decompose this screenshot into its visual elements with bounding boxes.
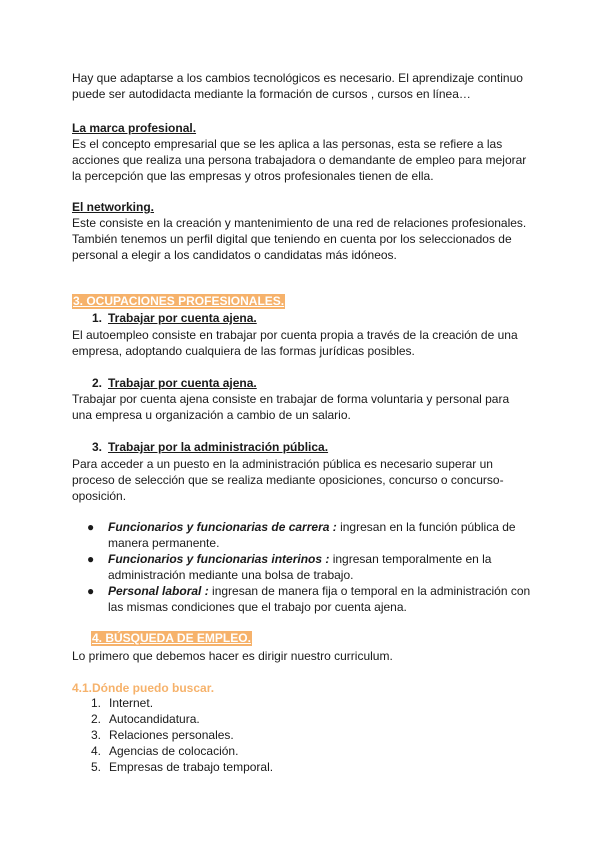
- networking-heading: El networking.: [72, 200, 155, 214]
- bullet-icon: ●: [87, 584, 95, 598]
- list-item: 2. Autocandidatura.: [90, 712, 200, 726]
- list-item: ● Funcionarios y funcionarias de carrera : ingresan en la función pública de manera permanente.: [87, 520, 516, 550]
- bullet-icon: ●: [87, 520, 95, 534]
- section3-item-1-paragraph: El autoempleo consiste en trabajar por cuenta propia a través de la creación de una empresa, adoptando cualquiera de las formas jurídicas posibles.: [72, 328, 518, 358]
- networking-paragraph: Este consiste en la creación y mantenimiento de una red de relaciones profesionales. También tenemos un perfil digital que teniendo en cuenta por los seleccionados de personal a elegir a los candidatos o candidatas más idóneos.: [72, 216, 527, 262]
- section4-1-heading: 4.1.Dónde puedo buscar.: [72, 681, 215, 695]
- section3-item-1-heading: 1. Trabajar por cuenta ajena.: [92, 311, 257, 325]
- employee-types-list: [72, 519, 532, 615]
- marca-heading: La marca profesional.: [72, 121, 197, 135]
- section3-heading: 3. OCUPACIONES PROFESIONALES.: [73, 294, 285, 308]
- section4-paragraph: Lo primero que debemos hacer es dirigir nuestro curriculum.: [72, 649, 393, 663]
- list-item: ● Personal laboral : ingresan de manera fija o temporal en la administración con las mismas condiciones que el trabajo por cuenta ajena.: [87, 584, 531, 614]
- list-item: 5. Empresas de trabajo temporal.: [90, 760, 274, 774]
- section3-item-2-heading: 2. Trabajar por cuenta ajena.: [92, 376, 257, 390]
- bullet-icon: ●: [87, 552, 95, 566]
- section3-item-3-paragraph: Para acceder a un puesto en la administración pública es necesario superar un proceso de selección que se realiza mediante oposiciones, concurso o concurso-oposición.: [72, 457, 504, 503]
- list-item: 4. Agencias de colocación.: [90, 744, 239, 758]
- section3-item-3-heading: 3. Trabajar por la administración pública.: [92, 440, 329, 454]
- intro-paragraph: Hay que adaptarse a los cambios tecnológicos es necesario. El aprendizaje continuo puede ser autodidacta mediante la formación de cursos , cursos en línea…: [72, 71, 523, 101]
- marca-paragraph: Es el concepto empresarial que se les aplica a las personas, esta se refiere a las acciones que realiza una persona trabajadora o demandante de empleo para mejorar la percepción que las empresas y otros profesionales tienen de ella.: [72, 137, 527, 183]
- where-to-search-list: [72, 695, 273, 775]
- list-item: 3. Relaciones personales.: [90, 728, 234, 742]
- list-item: ● Funcionarios y funcionarias interinos : ingresan temporalmente en la administración mediante una bolsa de trabajo.: [87, 552, 492, 582]
- section3-item-2-paragraph: Trabajar por cuenta ajena consiste en trabajar de forma voluntaria y personal para una empresa u organización a cambio de un salario.: [72, 392, 510, 422]
- section4-heading: 4. BÚSQUEDA DE EMPLEO.: [92, 631, 251, 645]
- list-item: 1. Internet.: [90, 696, 154, 710]
